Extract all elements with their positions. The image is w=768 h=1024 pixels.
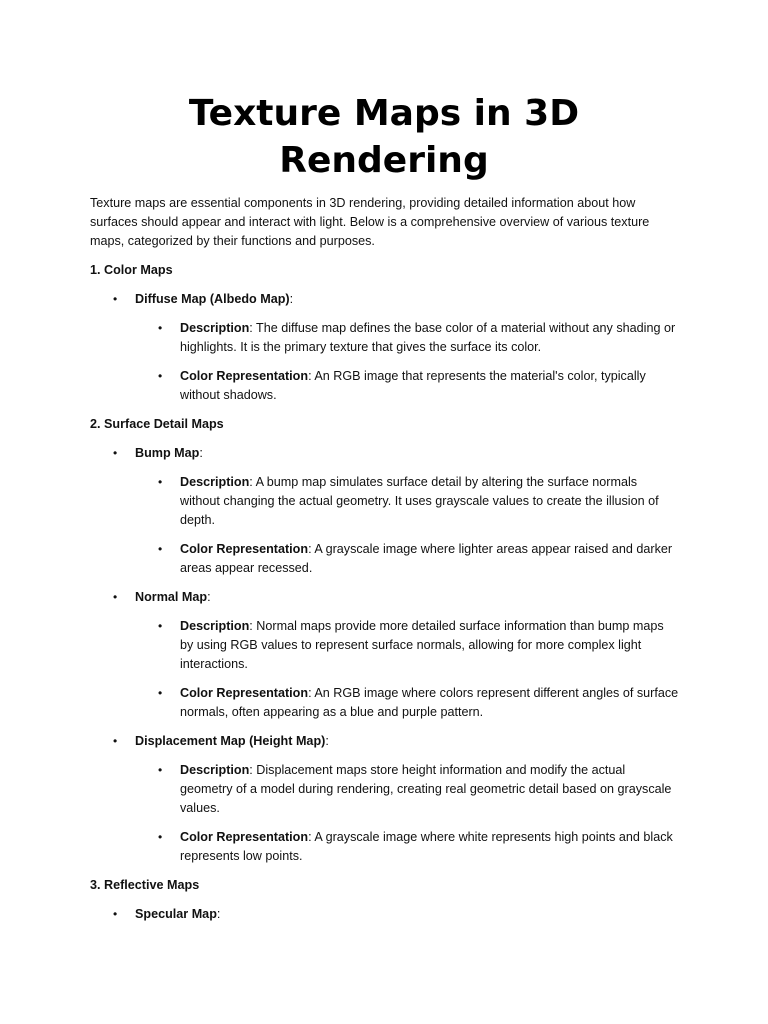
map-title (135, 290, 680, 309)
map-name: Diffuse Map (Albedo Map) (135, 292, 290, 306)
detail-item-color-representation (158, 540, 680, 578)
section-reflective-maps (90, 876, 680, 924)
colon: : (289, 292, 294, 306)
bullet-icon: • (113, 590, 118, 604)
map-list (90, 290, 680, 405)
section-heading: 1. Color Maps (90, 263, 173, 277)
detail-label: Color Representation (180, 369, 309, 383)
detail-label: Color Representation (180, 830, 309, 844)
bullet-icon: • (158, 542, 163, 556)
map-list (90, 444, 680, 866)
map-title (135, 444, 680, 463)
list-item-normal-map (113, 588, 680, 722)
detail-label: Description (180, 321, 250, 335)
bullet-icon: • (158, 763, 163, 777)
detail-item-description (158, 761, 680, 818)
bullet-icon: • (113, 446, 118, 460)
detail-label: Description (180, 475, 250, 489)
bullet-icon: • (158, 686, 163, 700)
bullet-icon: • (158, 475, 163, 489)
list-item-diffuse-map (113, 290, 680, 405)
section-heading: 3. Reflective Maps (90, 878, 200, 892)
map-name: Displacement Map (Height Map) (135, 734, 326, 748)
map-name: Specular Map (135, 907, 217, 921)
detail-list (158, 761, 680, 866)
detail-label: Color Representation (180, 686, 309, 700)
detail-label: Description (180, 619, 250, 633)
section-color-maps (90, 261, 680, 405)
detail-label: Color Representation (180, 542, 309, 556)
detail-text: : An RGB image that represents the material's color, typically without shadows. (180, 369, 646, 402)
document-title: Texture Maps in 3D Rendering (188, 93, 580, 181)
detail-text: : A grayscale image where white represents high points and black represents low points. (180, 830, 673, 863)
bullet-icon: • (158, 369, 163, 383)
detail-label: Description (180, 763, 250, 777)
bullet-icon: • (158, 619, 163, 633)
map-list (90, 905, 680, 924)
bullet-icon: • (158, 321, 163, 335)
detail-text: : Displacement maps store height information and modify the actual geometry of a model during rendering, creating real geometric detail based on grayscale values. (180, 763, 672, 815)
detail-text: : A grayscale image where lighter areas appear raised and darker areas appear recessed. (180, 542, 673, 575)
section-surface-detail-maps (90, 415, 680, 866)
detail-item-color-representation (158, 684, 680, 722)
map-name: Normal Map (135, 590, 208, 604)
document-body (90, 194, 680, 934)
intro-paragraph: Texture maps are essential components in 3D rendering, providing detailed information about how surfaces should appear and interact with light. Below is a comprehensive overview of various texture maps, categorized by their functions and purposes. (90, 196, 650, 248)
bullet-icon: • (113, 907, 118, 921)
colon: : (216, 907, 221, 921)
map-title (135, 588, 680, 607)
list-item-displacement-map (113, 732, 680, 866)
map-name: Bump Map (135, 446, 200, 460)
bullet-icon: • (113, 292, 118, 306)
detail-item-description (158, 319, 680, 357)
detail-text: : The diffuse map defines the base color of a material without any shading or highlights. It is the primary texture that gives the surface its color. (180, 321, 676, 354)
detail-list (158, 473, 680, 578)
bullet-icon: • (113, 734, 118, 748)
detail-text: : A bump map simulates surface detail by altering the surface normals without changing the actual geometry. It uses grayscale values to create the illusion of depth. (180, 475, 659, 527)
detail-item-description (158, 473, 680, 530)
map-title (135, 732, 680, 751)
list-item-bump-map (113, 444, 680, 578)
bullet-icon: • (158, 830, 163, 844)
detail-item-color-representation (158, 828, 680, 866)
detail-list (158, 617, 680, 722)
detail-text: : Normal maps provide more detailed surface information than bump maps by using RGB values to represent surface normals, allowing for more complex light interactions. (180, 619, 664, 671)
colon: : (199, 446, 203, 460)
colon: : (207, 590, 211, 604)
list-item-specular-map (113, 905, 680, 924)
detail-item-description (158, 617, 680, 674)
detail-item-color-representation (158, 367, 680, 405)
section-heading: 2. Surface Detail Maps (90, 417, 224, 431)
map-title (135, 905, 680, 924)
detail-list (158, 319, 680, 405)
colon: : (325, 734, 329, 748)
detail-text: : An RGB image where colors represent different angles of surface normals, often appearing as a blue and purple pattern. (180, 686, 679, 719)
